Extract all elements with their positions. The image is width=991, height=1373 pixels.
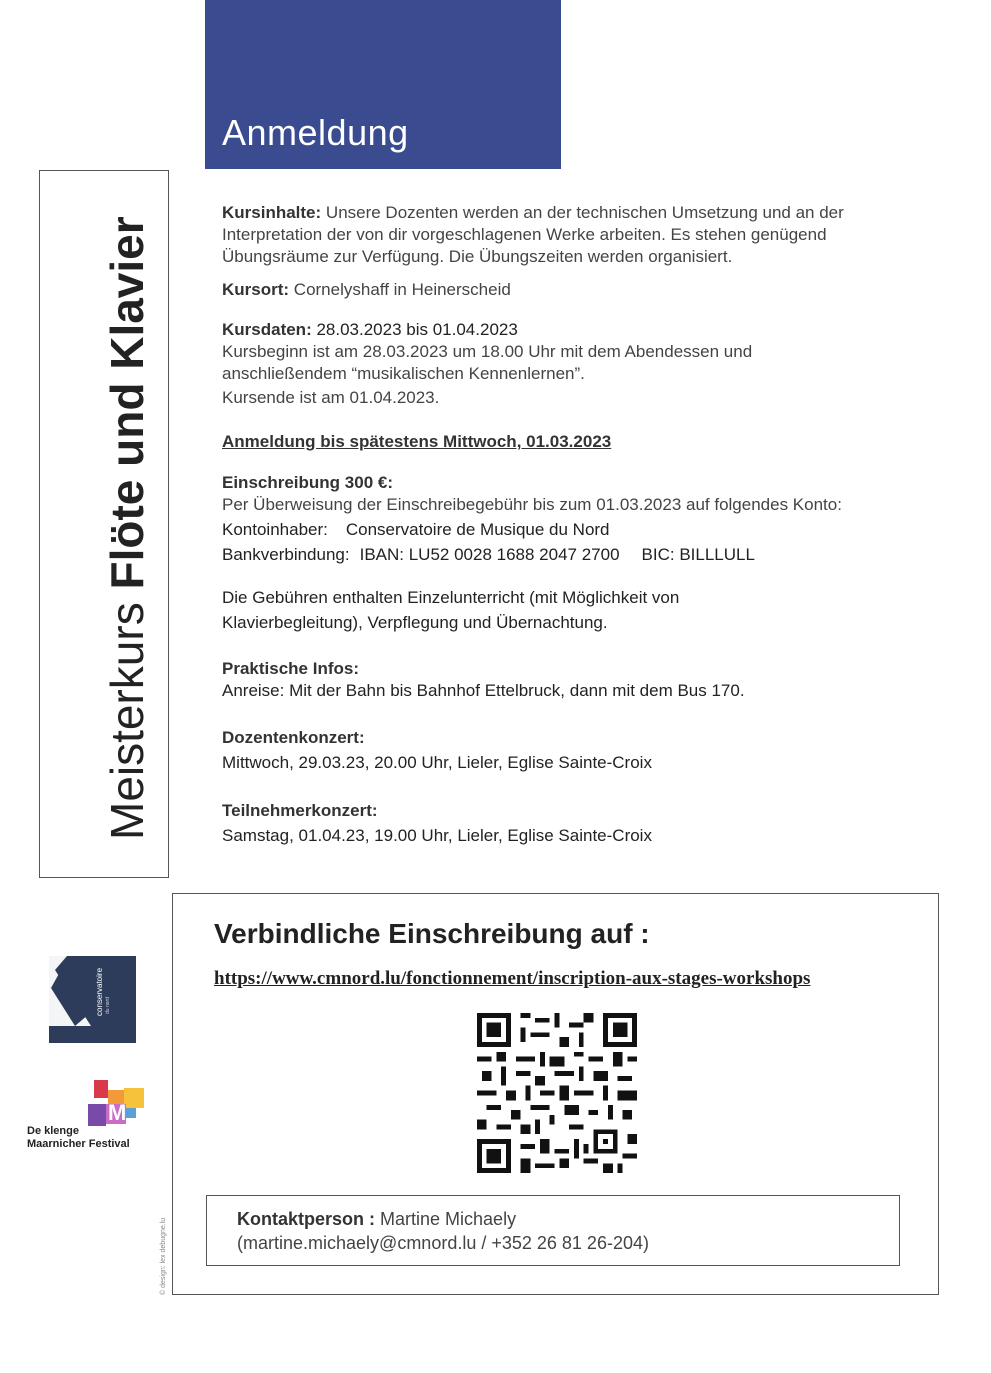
registration-title: Verbindliche Einschreibung auf :: [214, 918, 650, 949]
svg-text:M: M: [108, 1100, 127, 1125]
qr-code: [477, 1013, 637, 1173]
page-title: Anmeldung: [222, 112, 409, 153]
section-deadline: [222, 431, 922, 453]
bank-label: Bankverbindung:: [222, 545, 350, 564]
conservatoire-logo-subtext: du nord: [105, 997, 111, 1014]
conservatoire-logo-text: conservatoire: [95, 967, 104, 1016]
deadline-text: Anmeldung bis spätestens Mittwoch, 01.03.2023: [222, 432, 612, 451]
conservatoire-logo-mark: [49, 956, 136, 1043]
side-title-bold: Flöte und Klavier: [101, 216, 153, 590]
holder-label: Kontoinhaber:: [222, 520, 328, 539]
dozentenkonzert-label: Dozentenkonzert:: [222, 728, 365, 747]
teilnehmerkonzert-label: Teilnehmerkonzert:: [222, 801, 378, 820]
kursdaten-start: Kursbeginn ist am 28.03.2023 um 18.00 Uhr mit dem Abendessen und anschließendem “musikalischen Kennenlernen”.: [222, 342, 753, 383]
side-title-light: Meisterkurs: [101, 589, 153, 840]
kursort-text: Cornelyshaff in Heinerscheid: [289, 280, 511, 299]
kursort-label: Kursort:: [222, 280, 290, 299]
section-fee: [222, 472, 922, 635]
section-teilnehmerkonzert: [222, 800, 922, 847]
infos-text: Anreise: Mit der Bahn bis Bahnhof Ettelbruck, dann mit dem Bus 170.: [222, 681, 745, 700]
design-credit: © design: lex debugne.lu: [160, 1217, 167, 1295]
kursinhalte-label: Kursinhalte:: [222, 203, 322, 222]
kursdaten-end: Kursende ist am 01.04.2023.: [222, 388, 440, 407]
contact-text: [237, 1207, 649, 1255]
side-title: [101, 216, 153, 840]
bic-value: BIC: BILLLULL: [641, 545, 755, 564]
section-kursort: [222, 279, 922, 301]
festival-logo: [88, 1080, 146, 1130]
kursinhalte-text: Unsere Dozenten werden an der technischen Umsetzung und an der Interpretation der von dir vorgeschlagenen Werke arbeiten. Es stehen genügend Übungsräume zur Verfügung. Die Übungszeiten werden organisiert.: [222, 203, 844, 266]
infos-label: Praktische Infos:: [222, 659, 359, 678]
kursdaten-dates: 28.03.2023 bis 01.04.2023: [311, 320, 518, 339]
holder-value: Conservatoire de Musique du Nord: [345, 520, 610, 539]
fee-label: Einschreibung 300 €:: [222, 473, 393, 492]
festival-line2: Maarnicher Festival: [27, 1138, 130, 1150]
festival-logo-text: [27, 1125, 130, 1151]
iban-value: IBAN: LU52 0028 1688 2047 2700: [359, 545, 620, 564]
section-infos: [222, 658, 922, 702]
section-dozentenkonzert: [222, 727, 922, 774]
dozentenkonzert-text: Mittwoch, 29.03.23, 20.00 Uhr, Lieler, Eglise Sainte-Croix: [222, 753, 652, 772]
contact-name: Martine Michaely: [375, 1209, 517, 1229]
contact-details[interactable]: (martine.michaely@cmnord.lu / +352 26 81 26-204): [237, 1233, 649, 1253]
kursdaten-label: Kursdaten:: [222, 320, 312, 339]
section-kursdaten: [222, 319, 922, 409]
fee-includes: Die Gebühren enthalten Einzelunterricht (mit Möglichkeit von Klavierbegleitung), Verpflegung und Übernachtung.: [222, 588, 680, 632]
section-kursinhalte: [222, 202, 922, 268]
contact-label: Kontaktperson :: [237, 1209, 376, 1229]
conservatoire-logo: [49, 956, 136, 1043]
teilnehmerkonzert-text: Samstag, 01.04.23, 19.00 Uhr, Lieler, Eglise Sainte-Croix: [222, 826, 652, 845]
festival-line1: De klenge: [27, 1125, 79, 1137]
fee-text: Per Überweisung der Einschreibegebühr bis zum 01.03.2023 auf folgendes Konto:: [222, 495, 842, 514]
registration-link[interactable]: https://www.cmnord.lu/fonctionnement/inscription-aux-stages-workshops: [214, 968, 811, 989]
